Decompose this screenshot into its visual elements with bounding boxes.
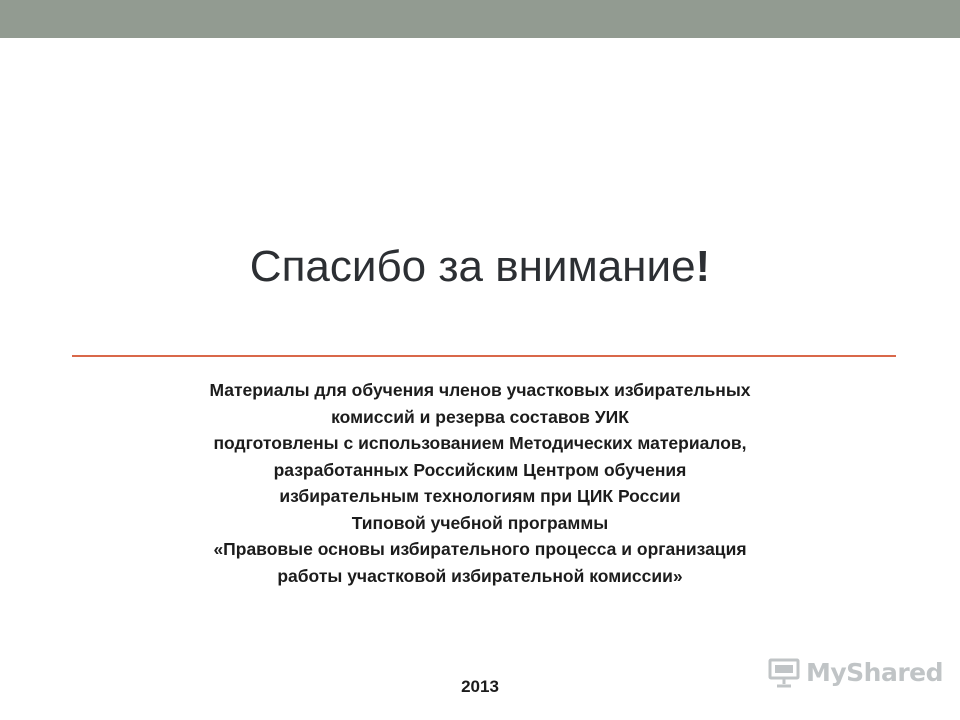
slide-title-exclamation: ! [695,242,711,291]
body-line: комиссий и резерва составов УИК [331,406,629,427]
slide-year: 2013 [461,677,499,696]
myshared-watermark [768,654,943,690]
top-bar [0,0,960,38]
body-line: работы участковой избирательной комиссии» [277,565,683,586]
watermark-text: MyShared [806,657,944,687]
title-divider [72,355,896,357]
presentation-board-icon [768,656,800,688]
slide-title-text: Спасибо за внимание [249,242,696,291]
body-line: разработанных Российским Центром обучения [273,459,687,480]
body-line: избирательным технологиям при ЦИК России [279,486,681,506]
slide-title [0,238,960,296]
body-line: «Правовые основы избирательного процесса и организация [213,539,747,559]
slide-body [120,377,840,589]
body-line: Материалы для обучения членов участковых избирательных [209,380,751,400]
body-line: Типовой учебной программы [351,512,609,533]
body-line: подготовлены с использованием Методических материалов, [213,433,747,453]
